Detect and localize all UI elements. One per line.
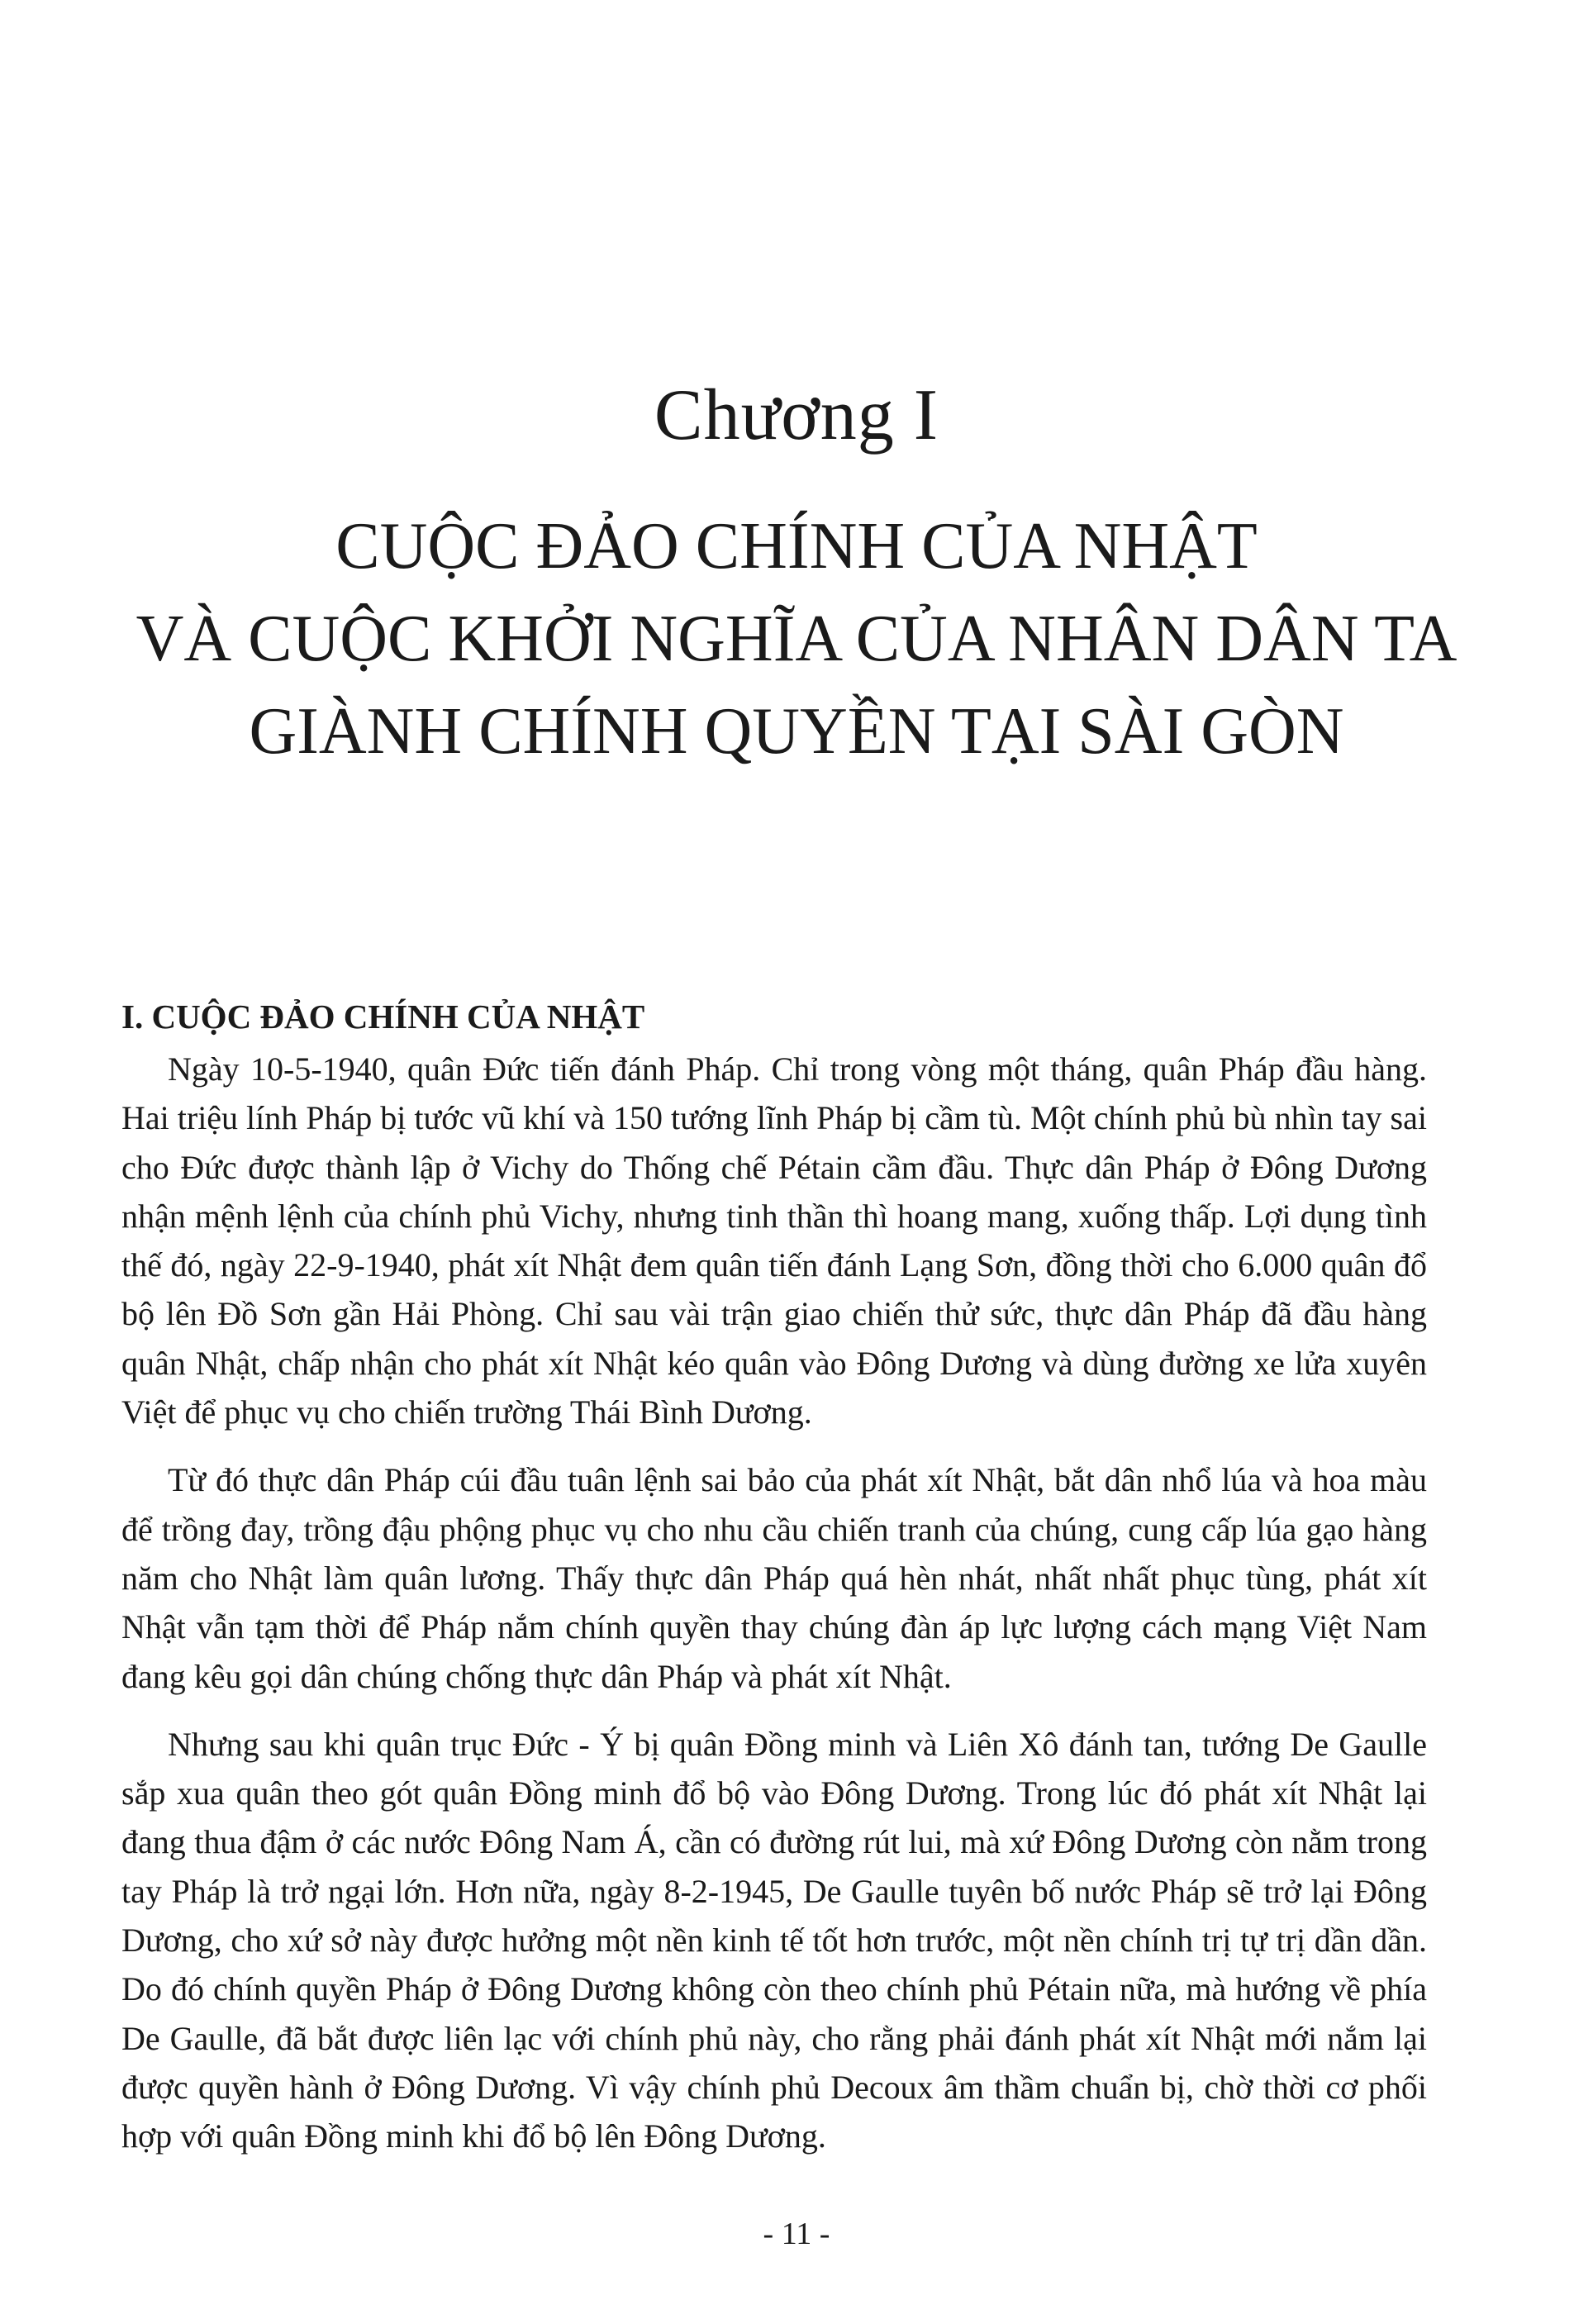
chapter-title-line: CUỘC ĐẢO CHÍNH CỦA NHẬT [335,510,1258,583]
paragraph: Ngày 10-5-1940, quân Đức tiến đánh Pháp. Chỉ trong vòng một tháng, quân Pháp đầu hàng. Hai triệu lính Pháp bị tước vũ khí và 150 tướng lĩnh Pháp bị cầm tù. Một chính phủ bù nhìn tay sai cho Đức được thành lập ở Vichy do Thống chế Pétain cầm đầu. Thực dân Pháp ở Đông Dương nhận mệnh lệnh của chính phủ Vichy, nhưng tinh thần thì hoang mang, xuống thấp. Lợi dụng tình thế đó, ngày 22-9-1940, phát xít Nhật đem quân tiến đánh Lạng Sơn, đồng thời cho 6.000 quân đổ bộ lên Đồ Sơn gần Hải Phòng. Chỉ sau vài trận giao chiến thử sức, thực dân Pháp đã đầu hàng quân Nhật, chấp nhận cho phát xít Nhật kéo quân vào Đông Dương và dùng đường xe lửa xuyên Việt để phục vụ cho chiến trường Thái Bình Dương. [121,1050,1427,1431]
chapter-title-line: VÀ CUỘC KHỞI NGHĨA CỦA NHÂN DÂN TA [136,602,1457,675]
body-text [121,1045,1427,2180]
paragraph: Nhưng sau khi quân trục Đức - Ý bị quân Đồng minh và Liên Xô đánh tan, tướng De Gaulle sắp xua quân theo gót quân Đồng minh đổ bộ vào Đông Dương. Trong lúc đó phát xít Nhật lại đang thua đậm ở các nước Đông Nam Á, cần có đường rút lui, mà xứ Đông Dương còn nằm trong tay Pháp là trở ngại lớn. Hơn nữa, ngày 8-2-1945, De Gaulle tuyên bố nước Pháp sẽ trở lại Đông Dương, cho xứ sở này được hưởng một nền kinh tế tốt hơn trước, một nền chính trị tự trị dần dần. Do đó chính quyền Pháp ở Đông Dương không còn theo chính phủ Pétain nữa, mà hướng về phía De Gaulle, đã bắt được liên lạc với chính phủ này, cho rằng phải đánh phát xít Nhật mới nắm lại được quyền hành ở Đông Dương. Vì vậy chính phủ Decoux âm thầm chuẩn bị, chờ thời cơ phối hợp với quân Đồng minh khi đổ bộ lên Đông Dương. [121,1725,1427,2155]
page-number: - 11 - [763,2217,830,2251]
chapter-title [99,500,1494,778]
chapter-title-line: GIÀNH CHÍNH QUYỀN TẠI SÀI GÒN [249,695,1344,768]
paragraph: Từ đó thực dân Pháp cúi đầu tuân lệnh sai bảo của phát xít Nhật, bắt dân nhổ lúa và hoa màu để trồng đay, trồng đậu phộng phục vụ cho nhu cầu chiến tranh của chúng, cung cấp lúa gạo hàng năm cho Nhật làm quân lương. Thấy thực dân Pháp quá hèn nhát, nhất nhất phục tùng, phát xít Nhật vẫn tạm thời để Pháp nắm chính quyền thay chúng đàn áp lực lượng cách mạng Việt Nam đang kêu gọi dân chúng chống thực dân Pháp và phát xít Nhật. [121,1461,1427,1695]
chapter-label: Chương I [654,375,939,455]
section-heading: I. CUỘC ĐẢO CHÍNH CỦA NHẬT [121,998,645,1036]
